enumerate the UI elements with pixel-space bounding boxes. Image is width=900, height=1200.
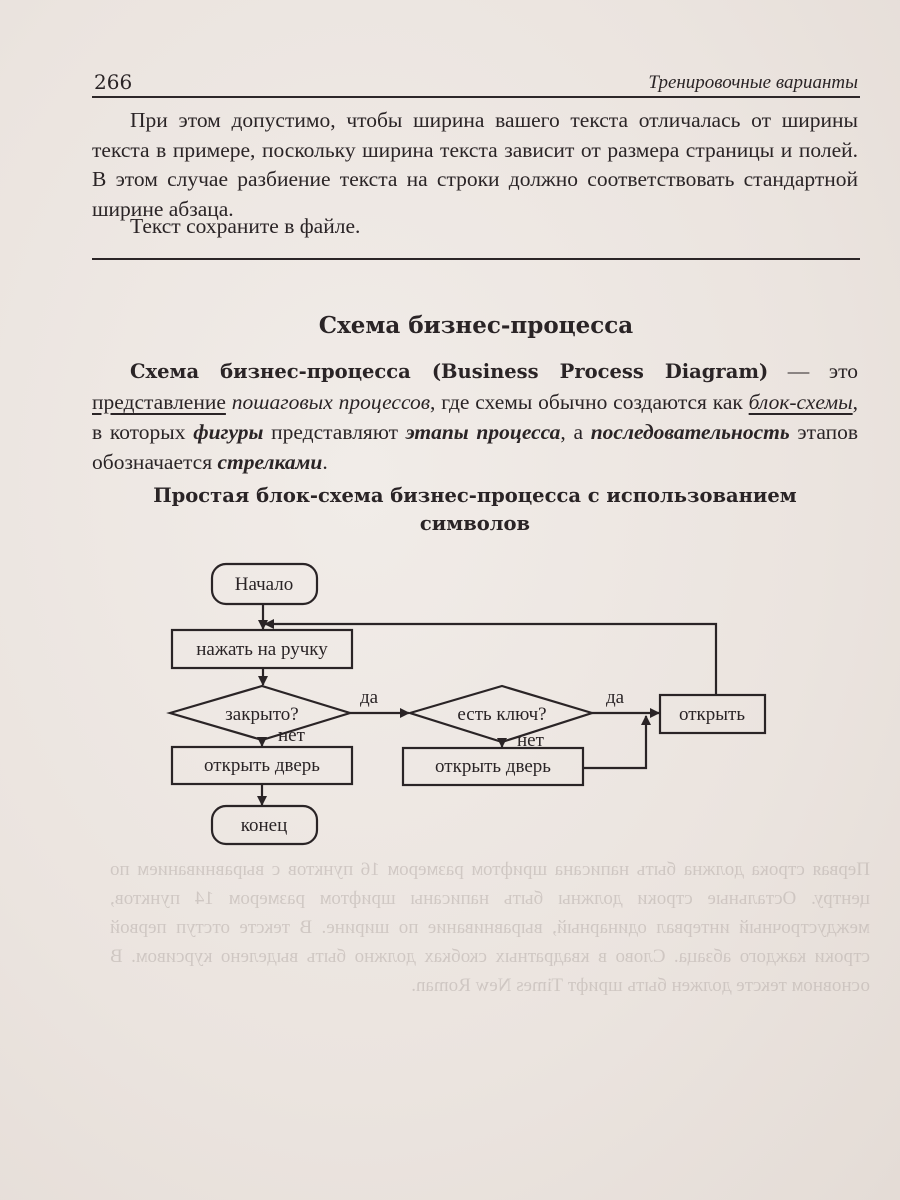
start-label: Начало (234, 574, 294, 595)
underlined-term-representation: представление (92, 390, 226, 414)
dash-text: — это (768, 359, 858, 383)
yes-label-1: да (360, 687, 379, 708)
yes-label-2: да (606, 687, 625, 708)
flowchart-subtitle: Простая блок-схема бизнес-процесса с использованием символов (153, 484, 797, 535)
page-number: 266 (94, 70, 133, 94)
section-title: Схема бизнес-процесса (318, 312, 634, 339)
no-label-1: нет (278, 725, 305, 746)
has-key-label: есть ключ? (457, 704, 547, 725)
open-door-right-label: открыть дверь (435, 756, 551, 777)
intro-paragraph-2-text: Текст сохраните в файле. (130, 214, 361, 238)
no-label-2: нет (517, 730, 544, 751)
definition-text-5: этапов обозначается (92, 420, 858, 474)
bold-italic-sequence: последовательность (590, 420, 790, 444)
definition-text-2: , в которых (92, 390, 859, 444)
bold-italic-figures: фигуры (193, 420, 264, 444)
is-locked-label: закрыто? (225, 704, 299, 725)
definition-text-4: , а (560, 420, 591, 444)
bleed-through-text: Первая строка должна быть написана шрифтом размером 16 пунктов с выравниванием по центру. Остальные строки должны быть написаны шрифтом размером 14 пунктов, междустрочный интервал одинарный, выравнивание по ширине. В тексте отступ первой строки каждого абзаца. Слово в квадратных скобках должно быть выделено курсивом. В основном тексте должен быть шрифт Times New Roman. (110, 859, 870, 996)
bold-italic-process-stages: этапы процесса (405, 420, 561, 444)
open-label: открыть (678, 704, 746, 725)
arrow-opendoor-right-to-open (583, 716, 646, 768)
running-title: Тренировочные варианты (648, 72, 858, 93)
definition-text-1: , где схемы обычно создаются как (430, 390, 749, 414)
intro-paragraph-1-text: При этом допустимо, чтобы ширина вашего текста отличалась от ширины текста в примере, поскольку ширина текста зависит от размера страницы и полей. В этом случае разбиение текста на строки должно соответствовать стандартной ширине абзаца. (92, 108, 858, 221)
definition-text-3: представляют (263, 420, 406, 444)
bold-italic-arrows: стрелками (217, 450, 323, 474)
open-door-left-label: открыть дверь (204, 755, 320, 776)
underlined-term-flowcharts: блок-схемы (748, 390, 853, 414)
italic-stepwise-processes: пошаговых процессов (231, 390, 431, 414)
press-handle-label: нажать на ручку (196, 639, 328, 660)
definition-term: Схема бизнес-процесса (Business Process Diagram) (130, 360, 769, 383)
definition-text-6: . (322, 450, 328, 474)
loop-back-arrow (265, 624, 716, 696)
end-label: конец (240, 815, 288, 836)
